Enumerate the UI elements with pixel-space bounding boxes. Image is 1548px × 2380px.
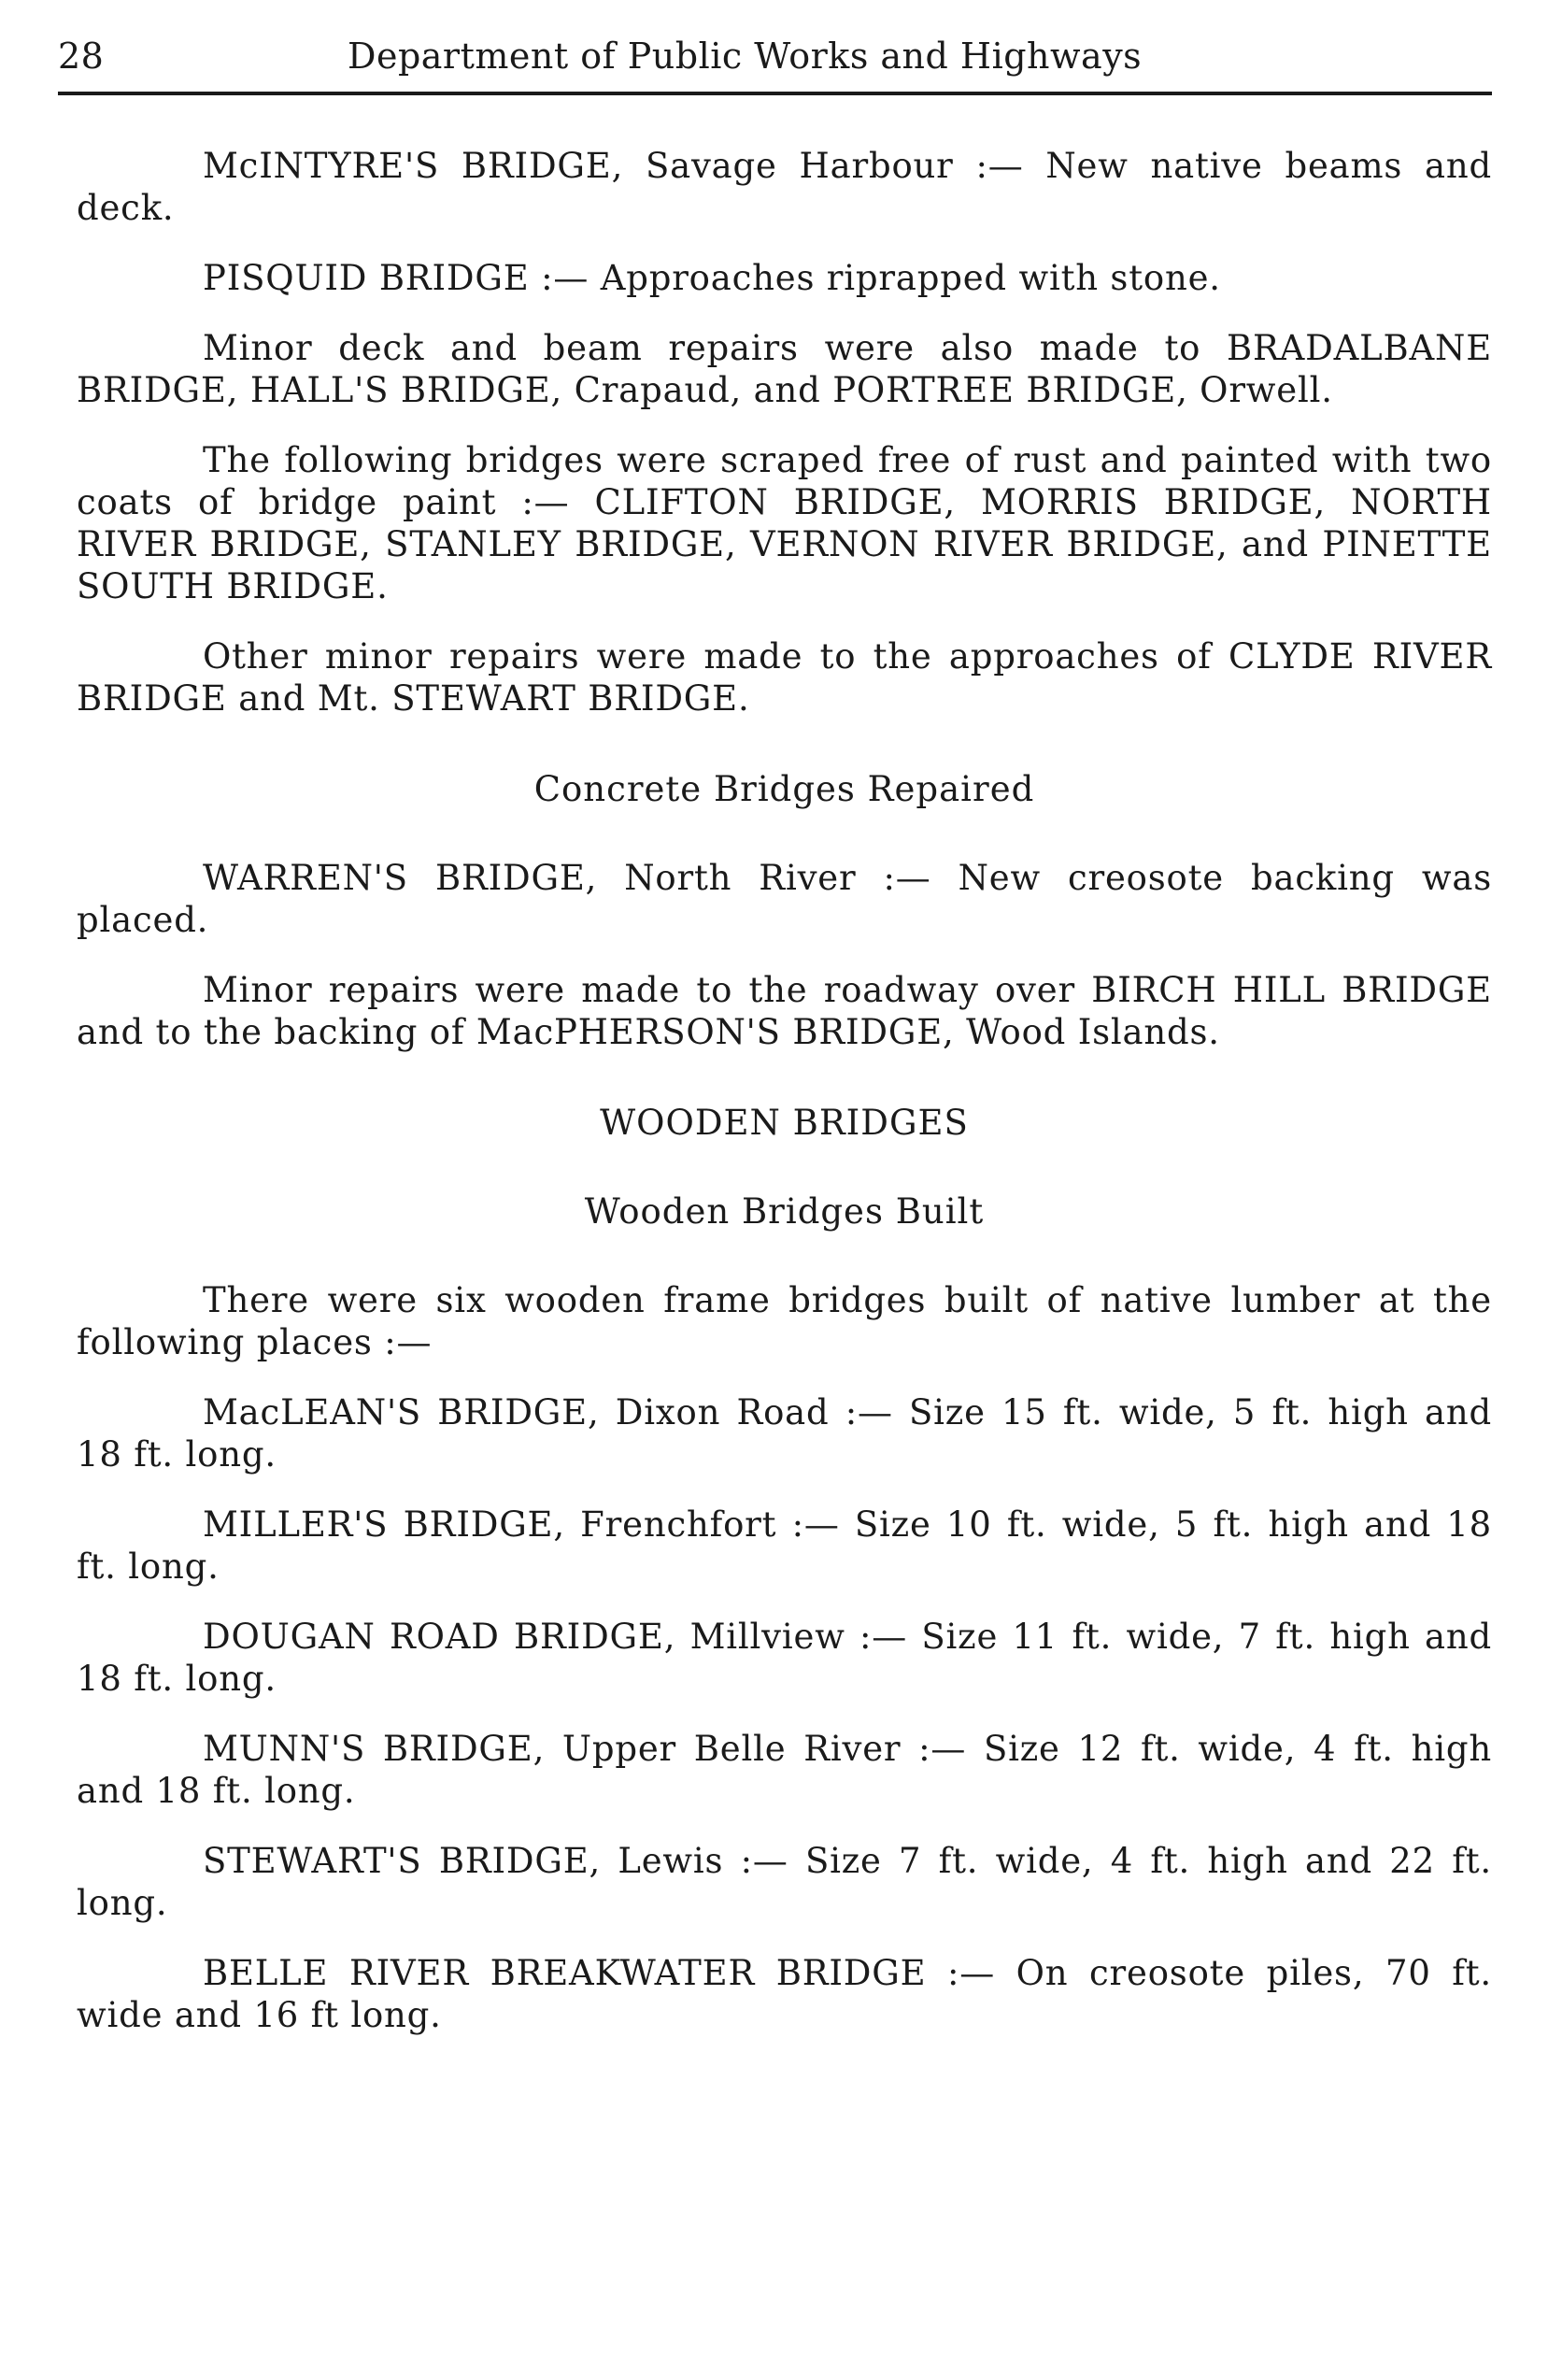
paragraph-stewart-bridge: STEWART'S BRIDGE, Lewis :— Size 7 ft. wide, 4 ft. high and 22 ft. long.	[77, 1841, 1492, 1923]
paragraph-bridges-painted: The following bridges were scraped free of rust and painted with two coats of bridge paint :— CLIFTON BRIDGE, MORRIS BRIDGE, NORTH RIVER BRIDGE, STANLEY BRIDGE, VERNON RIVER BRIDGE, and PINETTE SOUTH BRIDGE.	[77, 440, 1492, 606]
paragraph-mcintyre-bridge: McINTYRE'S BRIDGE, Savage Harbour :— New native beams and deck.	[77, 146, 1492, 228]
running-head-title: Department of Public Works and Highways	[348, 36, 1143, 77]
paragraph-maclean-bridge: MacLEAN'S BRIDGE, Dixon Road :— Size 15 ft. wide, 5 ft. high and 18 ft. long.	[77, 1392, 1492, 1475]
heading-wooden-bridges-built: Wooden Bridges Built	[584, 1191, 985, 1232]
paragraph-six-bridges-built: There were six wooden frame bridges built of native lumber at the following places :—	[77, 1280, 1492, 1362]
paragraph-miller-bridge: MILLER'S BRIDGE, Frenchfort :— Size 10 ft. wide, 5 ft. high and 18 ft. long.	[77, 1504, 1492, 1587]
heading-wooden-bridges: WOODEN BRIDGES	[600, 1103, 969, 1143]
paragraph-belle-river-breakwater-bridge: BELLE RIVER BREAKWATER BRIDGE :— On creosote piles, 70 ft. wide and 16 ft long.	[77, 1953, 1492, 2035]
header-rule	[58, 92, 1492, 95]
paragraph-dougan-road-bridge: DOUGAN ROAD BRIDGE, Millview :— Size 11 ft. wide, 7 ft. high and 18 ft. long.	[77, 1617, 1492, 1699]
body-text	[77, 145, 1492, 2036]
running-head	[58, 32, 1497, 88]
paragraph-approach-repairs: Other minor repairs were made to the approaches of CLYDE RIVER BRIDGE and Mt. STEWART BRIDGE.	[77, 636, 1492, 719]
paragraph-warrens-bridge: WARREN'S BRIDGE, North River :— New creosote backing was placed.	[77, 858, 1492, 940]
page-number: 28	[58, 36, 105, 77]
paragraph-minor-deck-repairs: Minor deck and beam repairs were also made to BRADALBANE BRIDGE, HALL'S BRIDGE, Crapaud, and PORTREE BRIDGE, Orwell.	[77, 328, 1492, 410]
heading-concrete-bridges-repaired: Concrete Bridges Repaired	[533, 769, 1035, 809]
paragraph-munn-bridge: MUNN'S BRIDGE, Upper Belle River :— Size 12 ft. wide, 4 ft. high and 18 ft. long.	[77, 1729, 1492, 1811]
paragraph-pisquid-bridge: PISQUID BRIDGE :— Approaches riprapped with stone.	[203, 258, 1221, 298]
paragraph-birch-hill-bridge: Minor repairs were made to the roadway over BIRCH HILL BRIDGE and to the backing of MacPHERSON'S BRIDGE, Wood Islands.	[77, 970, 1492, 1052]
